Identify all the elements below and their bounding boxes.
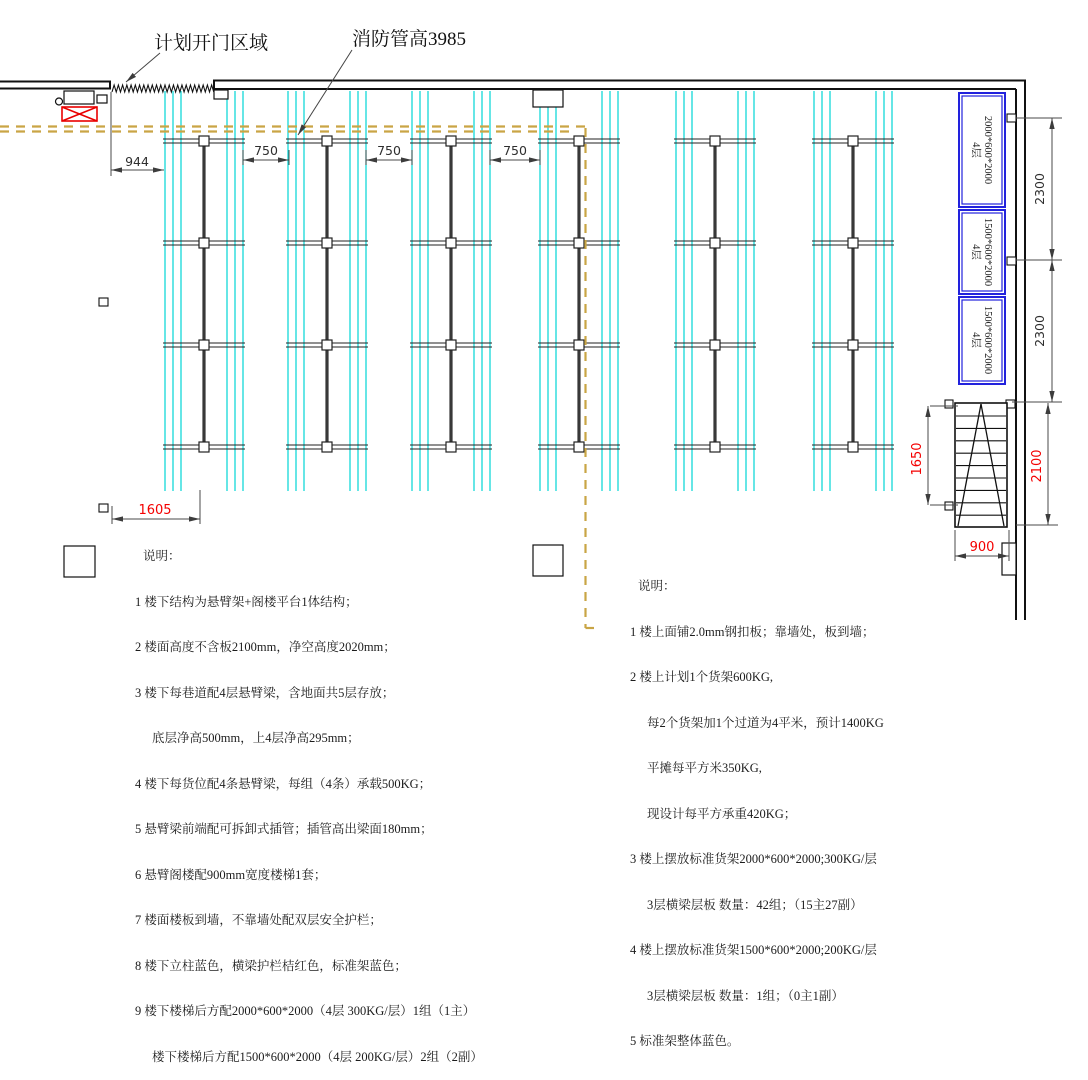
- notes-lower-floor: [135, 519, 483, 1080]
- dim-text-1605: 1605: [138, 503, 172, 518]
- floor-column-left: [64, 546, 95, 577]
- blocked-area-x-box: [62, 107, 97, 121]
- column-markers: [99, 114, 1016, 512]
- cantilever-rack: [410, 91, 492, 491]
- svg-text:2000*600*2000: 2000*600*2000: [982, 115, 993, 185]
- wall-step: [214, 90, 228, 99]
- rack-upright-node: [574, 442, 584, 452]
- wall-rack-boxes: [959, 93, 1005, 384]
- floor-column-mid: [533, 545, 563, 576]
- cantilever-rack: [538, 91, 620, 491]
- rack-upright-node: [199, 340, 209, 350]
- note-line: 4 楼下每货位配4条悬臂梁，每组（4条）承载500KG；: [135, 776, 432, 791]
- rack-upright-node: [446, 136, 456, 146]
- svg-text:1500*600*2000: 1500*600*2000: [982, 305, 993, 375]
- note-line: 5 悬臂梁前端配可拆卸式插管；插管高出梁面180mm；: [135, 822, 433, 836]
- right-wall: [1016, 81, 1025, 621]
- dim-text-2300-1: 2300: [1032, 173, 1047, 205]
- rack-upright-node: [710, 442, 720, 452]
- cantilever-rack: [674, 91, 756, 491]
- svg-text:4层: 4层: [970, 142, 981, 158]
- dim-text-2300-2: 2300: [1032, 315, 1047, 347]
- rack-upright-node: [199, 136, 209, 146]
- rack-upright-node: [710, 136, 720, 146]
- rack-upright-node: [322, 238, 332, 248]
- dim-text-750-2: 750: [377, 143, 401, 158]
- rack-upright-node: [848, 442, 858, 452]
- fire-pipe-label: 消防管高3985: [352, 29, 467, 50]
- note-line: 8 楼下立柱蓝色，横梁护栏桔红色，标准架蓝色；: [135, 958, 407, 973]
- note-line: 4 楼上摆放标准货架1500*600*2000;200KG/层: [630, 943, 877, 957]
- svg-text:1500*600*2000: 1500*600*2000: [982, 217, 993, 287]
- rack-upright-node: [446, 442, 456, 452]
- note-line: 7 楼面楼板到墙，不靠墙处配双层安全护栏；: [135, 913, 382, 927]
- svg-text:4层: 4层: [970, 244, 981, 260]
- cantilever-rack: [286, 91, 368, 491]
- note-line: 2 楼面高度不含板2100mm，净空高度2020mm；: [135, 640, 396, 654]
- rack-upright-node: [710, 238, 720, 248]
- note-line: 1 楼上面铺2.0mm钢扣板；靠墙处，板到墙；: [630, 624, 875, 639]
- leader-lines: [126, 50, 352, 135]
- note-line: 3层横梁层板 数量：42组；（15主27副）: [647, 897, 863, 912]
- dim-text-2100: 2100: [1030, 449, 1045, 483]
- note-line: 现设计每平方承重420KG；: [647, 806, 797, 821]
- notes-title: 说明：: [143, 549, 181, 563]
- rack-upright-node: [848, 340, 858, 350]
- cantilever-rack: [812, 91, 894, 491]
- rack-upright-node: [322, 442, 332, 452]
- rack-upright-node: [199, 238, 209, 248]
- note-line: 1 楼下结构为悬臂架+阁楼平台1体结构；: [135, 594, 358, 609]
- note-line: 2 楼上计划1个货架600KG,: [630, 670, 774, 684]
- staircase: [955, 403, 1007, 527]
- door-area-label: 计划开门区域: [154, 33, 269, 54]
- dim-text-1650: 1650: [910, 442, 925, 476]
- note-line: 3 楼上摆放标准货架2000*600*2000;300KG/层: [630, 852, 877, 866]
- rack-upright-node: [710, 340, 720, 350]
- notes-title: 说明：: [638, 579, 676, 593]
- note-line: 5 标准架整体蓝色。: [630, 1034, 740, 1048]
- dim-text-900: 900: [969, 540, 995, 555]
- wall-column-niche: [533, 90, 563, 107]
- rack-upright-node: [199, 442, 209, 452]
- rack-upright-node: [848, 238, 858, 248]
- note-line: 楼下楼梯后方配1500*600*2000（4层 200KG/层）2组（2副）: [152, 1049, 483, 1064]
- note-line: 3层横梁层板 数量：1组；（0主1副）: [647, 988, 844, 1003]
- rack-upright-node: [322, 340, 332, 350]
- rack-upright-node: [848, 136, 858, 146]
- rack-upright-node: [574, 136, 584, 146]
- dim-text-944: 944: [125, 154, 149, 169]
- door-zone-zigzag: [112, 85, 214, 92]
- rack-upright-node: [446, 238, 456, 248]
- note-line: 6 悬臂阁楼配900mm宽度楼梯1套；: [135, 867, 327, 882]
- rack-upright-node: [574, 340, 584, 350]
- door-hardware: [56, 91, 108, 105]
- top-wall: [0, 80, 1026, 91]
- notes-upper-floor: [630, 549, 884, 1065]
- note-line: 9 楼下楼梯后方配2000*600*2000（4层 300KG/层）1组（1主）: [135, 1004, 476, 1018]
- note-line: 3 楼下每巷道配4层悬臂梁，含地面共5层存放；: [135, 685, 395, 700]
- note-line: 每2个货架加1个过道为4平米，预计1400KG: [647, 715, 884, 730]
- cantilever-rack: [163, 91, 245, 491]
- rack-upright-node: [322, 136, 332, 146]
- note-line: 平摊每平方米350KG,: [647, 761, 762, 775]
- note-line: 底层净高500mm，上4层净高295mm；: [152, 731, 360, 745]
- dim-text-750-3: 750: [503, 143, 527, 158]
- rack-upright-node: [446, 340, 456, 350]
- svg-text:4层: 4层: [970, 332, 981, 348]
- dim-text-750-1: 750: [254, 143, 278, 158]
- dimension-1650: [928, 406, 958, 505]
- rack-upright-node: [574, 238, 584, 248]
